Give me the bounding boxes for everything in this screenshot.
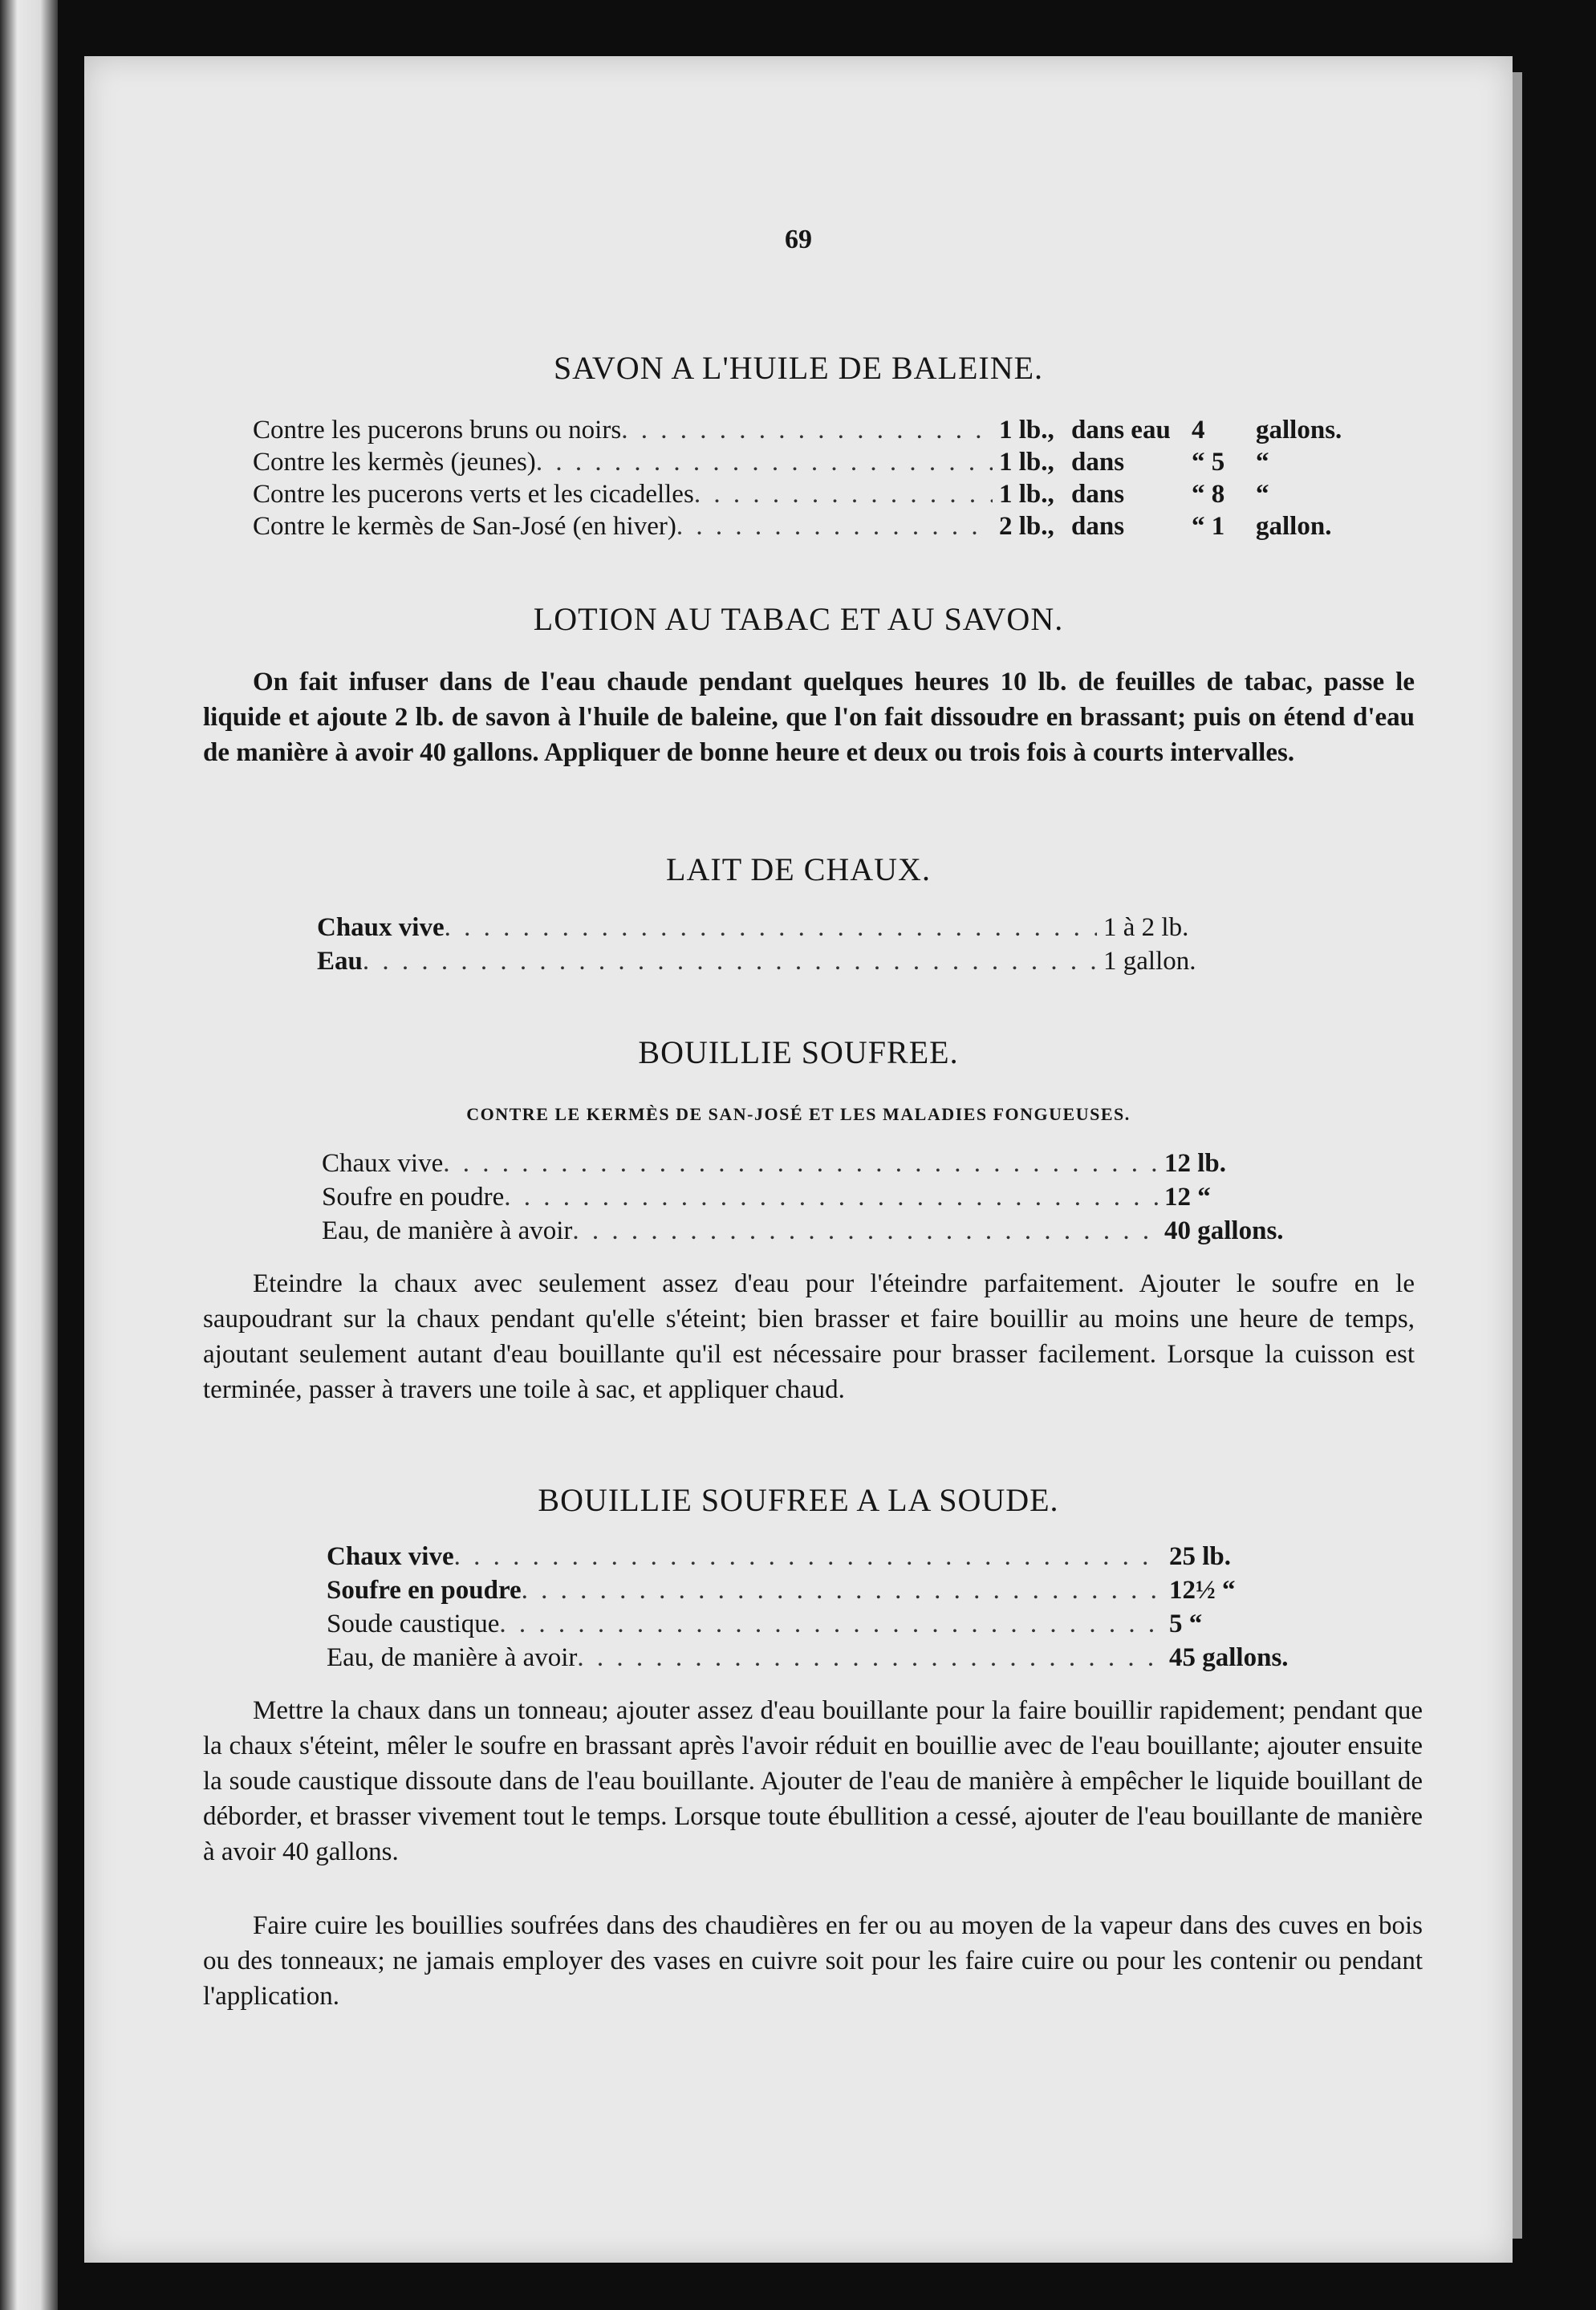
row-unit: dans eau — [1071, 416, 1171, 445]
row-value: 12 “ — [1164, 1183, 1211, 1212]
soude-paragraph-1: Mettre la chaux dans un tonneau; ajouter assez d'eau bouillante pour la faire bouillir rapidement; pendant que la chaux s'éteint, mêler le soufre en brassant après l'avoir réduit en bouillie avec de l'eau bouillante; ajouter ensuite la soude caustique dissoute dans de l'eau bouillante. Ajouter de l'eau de manière à empêcher le liquide bouillant de déborder, et brasser vivement tout le temps. Lorsque toute ébullition a cessé, ajouter de l'eau bouillante de manière à avoir 40 gallons. — [203, 1696, 1423, 1866]
leader-dots — [676, 512, 993, 542]
bouillie-row — [322, 1149, 1325, 1181]
savon-row — [253, 416, 1352, 448]
row-label: Contre les kermès (jeunes) — [253, 448, 536, 477]
row-amount: 2 lb., — [999, 512, 1054, 541]
row-value: 12½ “ — [1169, 1576, 1236, 1605]
leader-dots — [572, 1216, 1158, 1246]
row-value — [993, 512, 1352, 542]
row-label: Eau — [317, 947, 363, 976]
row-mult: 4 — [1192, 416, 1205, 445]
page-edge — [1513, 72, 1522, 2239]
row-label: Chaux vive — [322, 1149, 444, 1178]
savon-row — [253, 480, 1352, 512]
leader-dots — [694, 480, 993, 509]
heading-bouillie: BOUILLIE SOUFREE. — [638, 1034, 959, 1070]
lait-row — [317, 947, 1248, 979]
leader-dots — [504, 1183, 1158, 1212]
heading-bouillie-soude: BOUILLIE SOUFREE A LA SOUDE. — [538, 1482, 1059, 1518]
leader-dots — [522, 1576, 1163, 1606]
leader-dots — [443, 1149, 1158, 1179]
row-value: 1 à 2 lb. — [1103, 913, 1189, 942]
soude-row — [327, 1610, 1330, 1642]
leader-dots — [363, 947, 1097, 976]
soude-paragraph-2: Faire cuire les bouillies soufrées dans des chaudières en fer ou au moyen de la vapeur dans des cuves en bois ou des tonneaux; ne jamais employer des vases en cuivre soit pour les faire cuire ou pour les contenir ou pendant l'application. — [203, 1911, 1423, 2011]
leader-dots — [536, 448, 993, 477]
row-mult: “ 5 — [1192, 448, 1225, 477]
bouillie-row — [322, 1216, 1325, 1248]
row-amount: 1 lb., — [999, 480, 1054, 509]
row-measure: gallons. — [1256, 416, 1342, 445]
row-label: Contre le kermès de San-José (en hiver) — [253, 512, 676, 541]
row-label: Soufre en poudre — [327, 1576, 522, 1605]
bouillie-paragraph: Eteindre la chaux avec seulement assez d'eau pour l'éteindre parfaitement. Ajouter le soufre en le saupoudrant sur la chaux pendant qu'elle s'éteint; bien brasser et faire bouillir au moins une heure de temps, ajoutant seulement autant d'eau bouillante qu'il est nécessaire pour brasser facilement. Lorsque la cuisson est terminée, passer à travers une toile à sac, et appliquer chaud. — [203, 1269, 1415, 1404]
row-value: 5 “ — [1169, 1610, 1203, 1638]
book-spine — [0, 0, 58, 2310]
leader-dots — [454, 1542, 1163, 1572]
row-mult: “ 1 — [1192, 512, 1225, 541]
row-measure: gallon. — [1256, 512, 1332, 541]
heading-lait: LAIT DE CHAUX. — [666, 851, 931, 887]
leader-dots — [577, 1643, 1163, 1673]
lait-row — [317, 913, 1248, 945]
savon-row — [253, 512, 1352, 544]
bouillie-row — [322, 1183, 1325, 1215]
page-number: 69 — [785, 225, 812, 254]
row-value: 1 gallon. — [1103, 947, 1196, 976]
row-value — [993, 480, 1352, 509]
row-value — [993, 448, 1352, 477]
row-label: Contre les pucerons bruns ou noirs — [253, 416, 622, 445]
row-label: Eau, de manière à avoir — [322, 1216, 573, 1245]
row-label: Eau, de manière à avoir — [327, 1643, 578, 1672]
heading-savon: SAVON A L'HUILE DE BALEINE. — [553, 350, 1044, 386]
row-value: 40 gallons. — [1164, 1216, 1284, 1245]
row-measure: “ — [1256, 480, 1269, 509]
row-value: 45 gallons. — [1169, 1643, 1289, 1672]
soude-row — [327, 1542, 1330, 1574]
leader-dots — [621, 416, 993, 445]
row-label: Chaux vive — [327, 1542, 454, 1571]
row-value: 12 lb. — [1164, 1149, 1227, 1178]
soude-row — [327, 1643, 1330, 1675]
row-label: Chaux vive — [317, 913, 445, 942]
row-value — [993, 416, 1352, 445]
row-mult: “ 8 — [1192, 480, 1225, 509]
row-label: Soude caustique — [327, 1610, 500, 1638]
row-measure: “ — [1256, 448, 1269, 477]
row-label: Soufre en poudre — [322, 1183, 505, 1212]
leader-dots — [499, 1610, 1163, 1639]
row-value: 25 lb. — [1169, 1542, 1232, 1571]
subheading-bouillie: CONTRE LE KERMÈS DE SAN-JOSÉ ET LES MALADIES FONGUEUSES. — [466, 1104, 1131, 1124]
savon-row — [253, 448, 1352, 480]
lotion-paragraph: On fait infuser dans de l'eau chaude pendant quelques heures 10 lb. de feuilles de tabac, passe le liquide et ajoute 2 lb. de savon à l'huile de baleine, que l'on fait dissoudre en brassant; puis on étend d'eau de manière à avoir 40 gallons. Appliquer de bonne heure et deux ou trois fois à courts intervalles. — [203, 668, 1415, 767]
soude-row — [327, 1576, 1330, 1608]
document-page — [84, 56, 1513, 2263]
row-unit: dans — [1071, 448, 1125, 477]
leader-dots — [445, 913, 1097, 943]
row-unit: dans — [1071, 480, 1125, 509]
row-amount: 1 lb., — [999, 448, 1054, 477]
row-amount: 1 lb., — [999, 416, 1054, 445]
row-unit: dans — [1071, 512, 1125, 541]
heading-lotion: LOTION AU TABAC ET AU SAVON. — [533, 601, 1064, 637]
row-label: Contre les pucerons verts et les cicadelles — [253, 480, 694, 509]
